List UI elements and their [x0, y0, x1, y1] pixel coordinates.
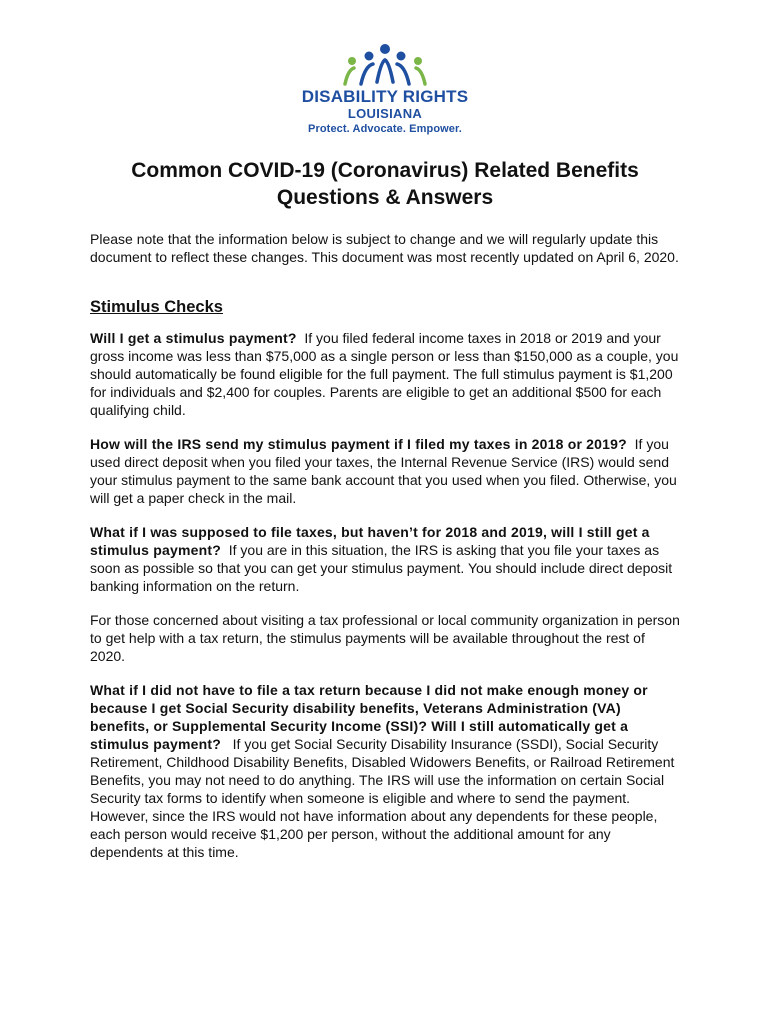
document-title	[90, 157, 680, 211]
organization-logo	[90, 0, 680, 137]
title-line-2: Questions & Answers	[276, 186, 494, 209]
qa-item	[90, 435, 680, 507]
logo-name: DISABILITY RIGHTS	[301, 87, 469, 106]
title-line-1: Common COVID-19 (Coronavirus) Related Benefits	[131, 159, 639, 182]
logo-subtitle: LOUISIANA	[347, 106, 423, 121]
qa-item	[90, 523, 680, 595]
question: What if I was supposed to file taxes, but haven’t for 2018 and 2019, will I still get a stimulus payment?	[90, 524, 650, 558]
answer: If you used direct deposit when you filed your taxes, the Internal Revenue Service (IRS) would send your stimulus payment to the same bank account that you used when you filed. Otherwise, you will get a paper check in the mail.	[90, 436, 677, 506]
people-figures-icon	[342, 44, 428, 86]
answer: If you filed federal income taxes in 2018 or 2019 and your gross income was less than $75,000 as a single person or less than $150,000 as a couple, you should automatically be found eligible for the full payment. The full stimulus payment is $1,200 for individuals and $2,400 for couples. Parents are eligible to get an additional $500 for each qualifying child.	[90, 330, 679, 418]
qa-item	[90, 681, 680, 861]
info-paragraph: For those concerned about visiting a tax professional or local community organization in person to get help with a tax return, the stimulus payments will be available throughout the rest of 2020.	[90, 612, 680, 664]
qa-item	[90, 329, 680, 419]
section-heading: Stimulus Checks	[90, 298, 223, 316]
logo-tagline: Protect. Advocate. Empower.	[308, 123, 462, 135]
answer: If you get Social Security Disability Insurance (SSDI), Social Security Retirement, Childhood Disability Benefits, Disabled Widowers Benefits, or Railroad Retirement Benefits, you may not need to do anything. The IRS will use the information on certain Social Security tax forms to identify when someone is eligible and where to send the payment. However, since the IRS would not have information about any dependents for these people, each person would receive $1,200 per person, without the additional amount for any dependents at this time.	[90, 736, 675, 860]
question: How will the IRS send my stimulus payment if I filed my taxes in 2018 or 2019?	[90, 436, 627, 452]
intro-paragraph: Please note that the information below is subject to change and we will regularly update this document to reflect these changes. This document was most recently updated on April 6, 2020.	[90, 231, 679, 265]
question: What if I did not have to file a tax return because I did not make enough money or because I get Social Security disability benefits, Veterans Administration (VA) benefits, or Supplemental Security Income (SSI)? Will I still automatically get a stimulus payment?	[90, 682, 648, 752]
answer: If you are in this situation, the IRS is asking that you file your taxes as soon as possible so that you can get your stimulus payment. You should include direct deposit banking information on the return.	[90, 542, 673, 594]
question: Will I get a stimulus payment?	[90, 330, 297, 346]
